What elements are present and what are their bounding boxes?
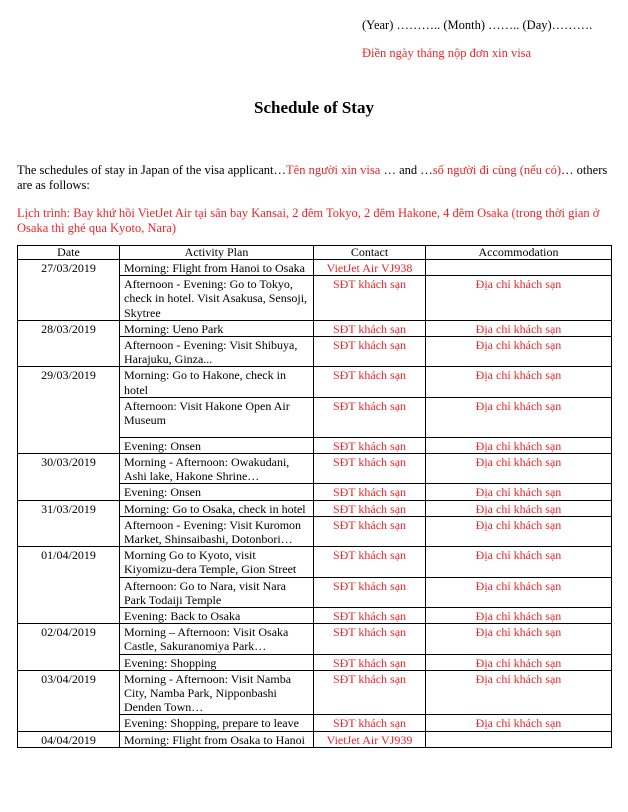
accommodation-cell (426, 260, 612, 276)
schedule-body (18, 260, 612, 748)
accommodation-cell: Địa chỉ khách sạn (426, 337, 612, 367)
intro-text-3: … others are as follows: (17, 163, 608, 192)
contact-cell: SĐT khách sạn (314, 337, 426, 367)
table-row (18, 260, 612, 276)
date-cell: 31/03/2019 (18, 500, 120, 547)
contact-cell: SĐT khách sạn (314, 500, 426, 516)
date-cell: 27/03/2019 (18, 260, 120, 321)
activity-cell: Morning: Go to Hakone, check in hotel (120, 367, 314, 397)
table-header-row (18, 246, 612, 260)
activity-cell: Morning: Flight from Osaka to Hanoi (120, 731, 314, 747)
table-row (18, 624, 612, 654)
contact-cell: SĐT khách sạn (314, 624, 426, 654)
contact-cell: SĐT khách sạn (314, 577, 426, 607)
activity-cell: Afternoon - Evening: Visit Kuromon Market, Shinsaibashi, Dotonbori… (120, 516, 314, 546)
contact-cell: SĐT khách sạn (314, 454, 426, 484)
document-title: Schedule of Stay (254, 98, 374, 117)
accommodation-cell: Địa chỉ khách sạn (426, 608, 612, 624)
date-cell: 03/04/2019 (18, 670, 120, 731)
activity-cell: Evening: Shopping, prepare to leave (120, 715, 314, 731)
activity-cell: Afternoon: Visit Hakone Open Air Museum (120, 397, 314, 437)
activity-cell: Afternoon - Evening: Visit Shibuya, Harajuku, Ginza... (120, 337, 314, 367)
table-row (18, 367, 612, 397)
table-row (18, 547, 612, 577)
accommodation-cell: Địa chỉ khách sạn (426, 437, 612, 453)
activity-cell: Morning – Afternoon: Visit Osaka Castle, Sakuranomiya Park… (120, 624, 314, 654)
table-row (18, 454, 612, 484)
accommodation-cell: Địa chỉ khách sạn (426, 397, 612, 437)
activity-cell: Evening: Back to Osaka (120, 608, 314, 624)
intro-text-2: … and … (380, 163, 433, 177)
activity-cell: Morning: Flight from Hanoi to Osaka (120, 260, 314, 276)
activity-cell: Evening: Onsen (120, 484, 314, 500)
activity-cell: Afternoon - Evening: Go to Tokyo, check in hotel. Visit Asakusa, Sensoji, Skytree (120, 276, 314, 321)
accommodation-cell: Địa chỉ khách sạn (426, 500, 612, 516)
application-date-line: (Year) ……….. (Month) …….. (Day)………. (362, 18, 593, 32)
contact-cell: SĐT khách sạn (314, 670, 426, 715)
table-row (18, 670, 612, 715)
intro-paragraph (17, 163, 617, 193)
date-cell: 01/04/2019 (18, 547, 120, 624)
contact-cell: VietJet Air VJ938 (314, 260, 426, 276)
date-cell: 30/03/2019 (18, 454, 120, 501)
table-row (18, 500, 612, 516)
header-contact: Contact (314, 246, 426, 260)
accommodation-cell: Địa chỉ khách sạn (426, 516, 612, 546)
activity-cell: Evening: Onsen (120, 437, 314, 453)
header-accommodation: Accommodation (426, 246, 612, 260)
activity-cell: Morning: Ueno Park (120, 320, 314, 336)
itinerary-note: Lịch trình: Bay khứ hồi VietJet Air tại sân bay Kansai, 2 đêm Tokyo, 2 đêm Hakone, 4 đêm Osaka (trong thời gian ở Osaka thì ghé qua Kyoto, Nara) (17, 206, 600, 235)
accommodation-cell: Địa chỉ khách sạn (426, 654, 612, 670)
activity-cell: Morning Go to Kyoto, visit Kiyomizu-dera Temple, Gion Street (120, 547, 314, 577)
contact-cell: SĐT khách sạn (314, 608, 426, 624)
table-row (18, 320, 612, 336)
accommodation-cell: Địa chỉ khách sạn (426, 624, 612, 654)
contact-cell: SĐT khách sạn (314, 547, 426, 577)
contact-cell: SĐT khách sạn (314, 715, 426, 731)
date-cell: 04/04/2019 (18, 731, 120, 747)
accommodation-cell: Địa chỉ khách sạn (426, 484, 612, 500)
contact-cell: SĐT khách sạn (314, 320, 426, 336)
application-date-hint: Điền ngày tháng nộp đơn xin visa (362, 46, 532, 60)
date-cell: 02/04/2019 (18, 624, 120, 671)
contact-cell: SĐT khách sạn (314, 484, 426, 500)
accommodation-cell: Địa chỉ khách sạn (426, 715, 612, 731)
applicant-name-hint: Tên người xin visa (286, 163, 381, 177)
contact-cell: SĐT khách sạn (314, 367, 426, 397)
contact-cell: VietJet Air VJ939 (314, 731, 426, 747)
companions-hint: số người đi cùng (nếu có) (432, 163, 562, 177)
accommodation-cell: Địa chỉ khách sạn (426, 670, 612, 715)
accommodation-cell: Địa chỉ khách sạn (426, 367, 612, 397)
activity-cell: Morning - Afternoon: Visit Namba City, Namba Park, Nipponbashi Denden Town… (120, 670, 314, 715)
activity-cell: Evening: Shopping (120, 654, 314, 670)
header-date: Date (18, 246, 120, 260)
activity-cell: Afternoon: Go to Nara, visit Nara Park Todaiji Temple (120, 577, 314, 607)
contact-cell: SĐT khách sạn (314, 397, 426, 437)
date-cell: 29/03/2019 (18, 367, 120, 454)
activity-cell: Morning - Afternoon: Owakudani, Ashi lake, Hakone Shrine… (120, 454, 314, 484)
table-row (18, 731, 612, 747)
contact-cell: SĐT khách sạn (314, 654, 426, 670)
contact-cell: SĐT khách sạn (314, 276, 426, 321)
accommodation-cell: Địa chỉ khách sạn (426, 320, 612, 336)
contact-cell: SĐT khách sạn (314, 516, 426, 546)
accommodation-cell (426, 731, 612, 747)
accommodation-cell: Địa chỉ khách sạn (426, 547, 612, 577)
contact-cell: SĐT khách sạn (314, 437, 426, 453)
accommodation-cell: Địa chỉ khách sạn (426, 454, 612, 484)
schedule-table (17, 245, 612, 748)
accommodation-cell: Địa chỉ khách sạn (426, 577, 612, 607)
header-activity-plan: Activity Plan (120, 246, 314, 260)
accommodation-cell: Địa chỉ khách sạn (426, 276, 612, 321)
date-cell: 28/03/2019 (18, 320, 120, 367)
activity-cell: Morning: Go to Osaka, check in hotel (120, 500, 314, 516)
intro-text-1: The schedules of stay in Japan of the visa applicant… (17, 163, 287, 177)
